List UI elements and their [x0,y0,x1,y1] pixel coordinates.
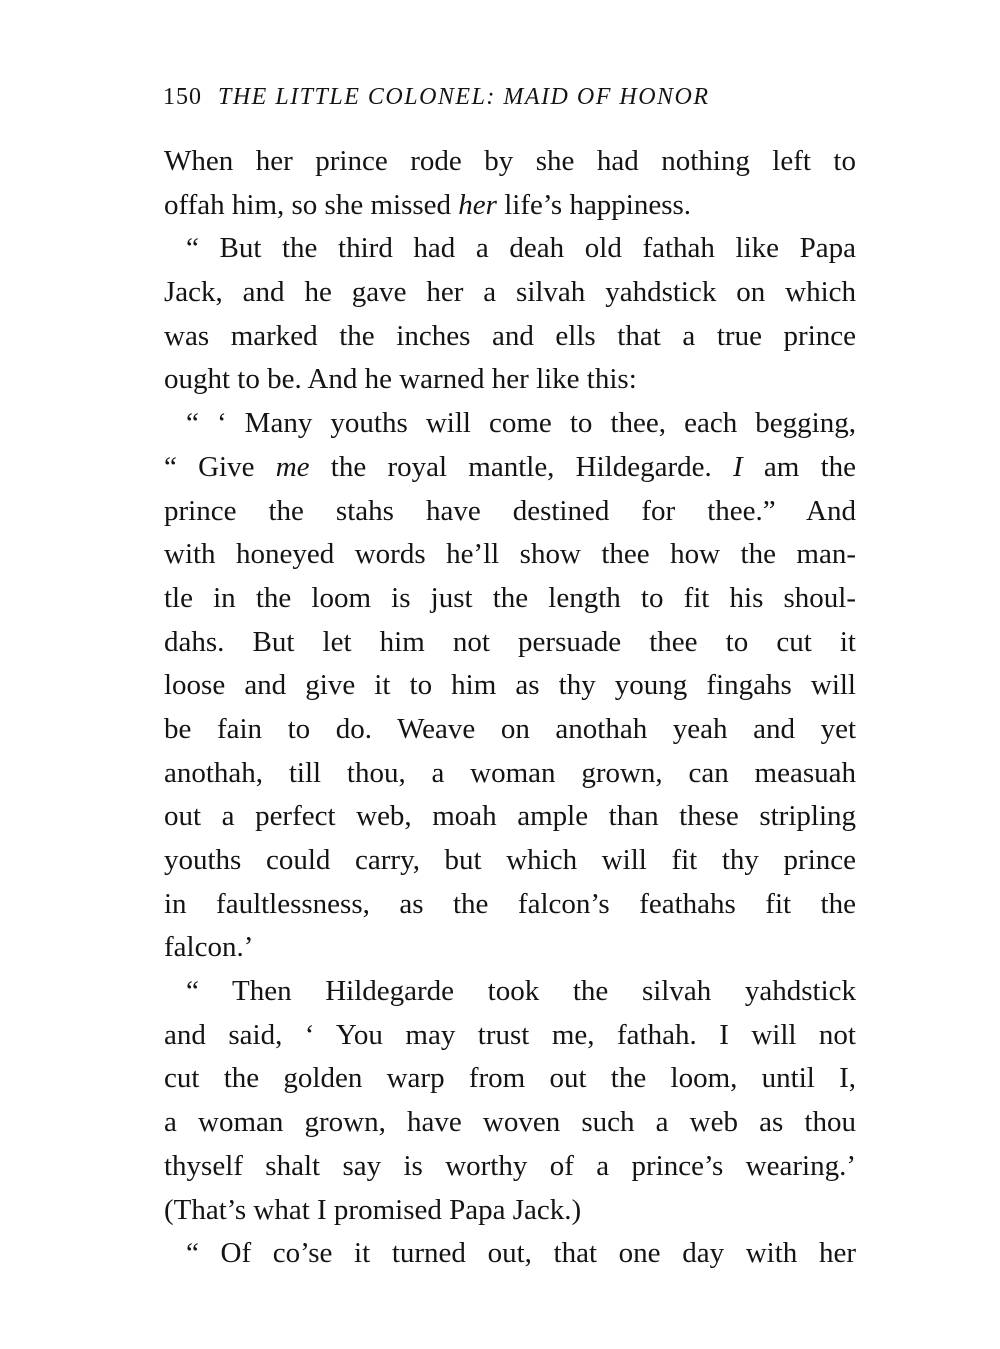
text-line: dahs. But let him not persuade thee to cut it [164,625,856,658]
body-text [164,140,856,1276]
text-line: thyself shalt say is worthy of a prince’s wearing.’ [164,1149,856,1182]
text-line: Jack, and he gave her a silvah yahdstick on which [164,276,856,309]
text-line: with honeyed words he’ll show thee how the man- [164,538,856,571]
text-line: (That’s what I promised Papa Jack.) [164,1193,582,1226]
text-line: falcon.’ [164,931,254,964]
emphasis: I [733,450,743,483]
text-line: tle in the loom is just the length to fit his shoul- [164,581,856,614]
text-line: youths could carry, but which will fit thy prince [164,844,856,876]
text-line: ought to be. And he warned her like this: [164,363,637,396]
emphasis: me [275,450,310,483]
text-line: When her prince rode by she had nothing left to [164,145,856,177]
text-line: offah him, so she missed her life’s happiness. [164,188,692,221]
text-line: in faultlessness, as the falcon’s feathahs fit the [164,887,856,920]
text-line: prince the stahs have destined for thee.” And [164,494,856,527]
emphasis: her [458,188,497,221]
text-line: and said, ‘ You may trust me, fathah. I will not [164,1018,856,1051]
text-line: “ Then Hildegarde took the silvah yahdstick [186,975,856,1008]
text-line: out a perfect web, moah ample than these stripling [164,800,856,833]
text-line: “ Give me the royal mantle, Hildegarde. I am the [164,450,857,483]
text-line: cut the golden warp from out the loom, until I, [164,1062,856,1095]
text-line: “ ‘ Many youths will come to thee, each begging, [186,407,856,440]
text-line: a woman grown, have woven such a web as thou [164,1106,856,1139]
running-head [163,82,863,112]
running-title: THE LITTLE COLONEL: MAID OF HONOR [218,84,710,110]
text-line: was marked the inches and ells that a true prince [164,319,856,352]
text-line: loose and give it to him as thy young fingahs will [164,669,856,702]
text-line: “ But the third had a deah old fathah like Papa [186,232,856,265]
text-line: “ Of co’se it turned out, that one day with her [186,1237,856,1270]
text-line: be fain to do. Weave on anothah yeah and yet [164,712,856,745]
text-line: anothah, till thou, a woman grown, can measuah [164,756,856,789]
page-number: 150 [163,84,202,110]
